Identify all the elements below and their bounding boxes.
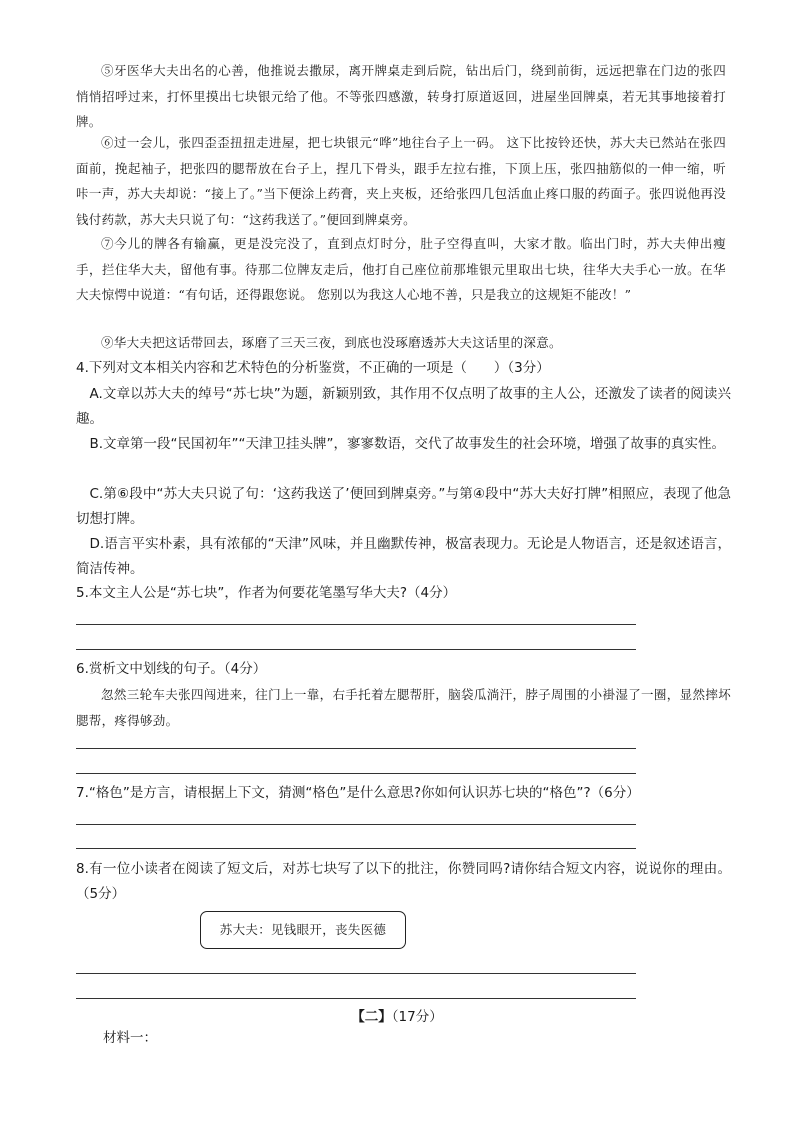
underlined-sentence-quote: 忽然三轮车夫张四闯进来，往门上一靠，右手托着左腮帮肝，脑袋瓜淌汗，脖子周围的小褂湿了一圈，显然摔坏腮帮，疼得够劲。 bbox=[76, 687, 731, 728]
question-6-stem: 6.赏析文中划线的句子。（4分） bbox=[76, 661, 267, 677]
section-2-bracket: 【二】 bbox=[351, 1009, 392, 1025]
answer-line[interactable] bbox=[76, 748, 636, 749]
question-4-option-b: B.文章第一段“民国初年”“天津卫挂头牌”，寥寥数语，交代了故事发生的社会环境，增强了故事的真实性。 bbox=[89, 436, 726, 452]
material-1-label: 材料一： bbox=[103, 1030, 157, 1046]
question-7-stem: 7.“格色”是方言，请根据上下文，猜测“格色”是什么意思?你如何认识苏七块的“格色”?（6分） bbox=[76, 785, 640, 801]
annotation-text: 苏大夫：见钱眼开，丧失医德 bbox=[219, 922, 387, 938]
question-4-option-d: D.语言平实朴素，具有浓郁的“天津”风味，并且幽默传神，极富表现力。无论是人物语言，还是叙述语言，简洁传神。 bbox=[76, 536, 731, 577]
passage-paragraph-6: ⑥过一会儿，张四歪歪扭扭走进屋，把七块银元“哗”地往台子上一码。 这下比按铃还快，苏大夫已然站在张四面前，挽起袖子，把张四的腮帮放在台子上，捏几下骨头，跟手左拉右推，下顶上压，张四抽筋似的一伸一缩，听咔一声，苏大夫却说：“接上了。”当下便涂上药膏，夹上夹板，还给张四几包活血止疼口服的药面子。张四说他再没钱付药款，苏大夫只说了句：“这药我送了。”便回到牌桌旁。 bbox=[76, 135, 726, 227]
annotation-box bbox=[200, 911, 406, 949]
question-4-option-c: C.第⑥段中“苏大夫只说了句：‘这药我送了’便回到牌桌旁。”与第④段中“苏大夫好打牌”相照应，表现了他急切想打牌。 bbox=[76, 486, 731, 527]
passage-paragraph-9: ⑨华大夫把这话带回去，琢磨了三天三夜，到底也没琢磨透苏大夫这话里的深意。 bbox=[101, 335, 562, 350]
question-4-stem: 4.下列对文本相关内容和艺术特色的分析鉴赏，不正确的一项是（ ）（3分） bbox=[76, 360, 550, 376]
question-5-stem: 5.本文主人公是“苏七块”，作者为何要花笔墨写华大夫?（4分） bbox=[76, 585, 457, 601]
section-2-score: （17分） bbox=[391, 1009, 443, 1025]
answer-line[interactable] bbox=[76, 998, 636, 999]
passage-paragraph-5: ⑤牙医华大夫出名的心善，他推说去撒尿，离开牌桌走到后院，钻出后门，绕到前街，远远把靠在门边的张四悄悄招呼过来，打怀里摸出七块银元给了他。不等张四感激，转身打原道返回，进屋坐回牌桌，若无其事地接着打牌。 bbox=[76, 63, 726, 129]
answer-line[interactable] bbox=[76, 649, 636, 650]
answer-line[interactable] bbox=[76, 624, 636, 625]
answer-line[interactable] bbox=[76, 824, 636, 825]
answer-line[interactable] bbox=[76, 848, 636, 849]
answer-line[interactable] bbox=[76, 773, 636, 774]
question-8-stem: 8.有一位小读者在阅读了短文后，对苏七块写了以下的批注，你赞同吗?请你结合短文内容，说说你的理由。（5分） bbox=[76, 861, 731, 902]
passage-paragraph-7: ⑦今儿的牌各有输赢，更是没完没了，直到点灯时分，肚子空得直叫，大家才散。临出门时，苏大夫伸出瘦手，拦住华大夫，留他有事。待那二位牌友走后，他打自己座位前那堆银元里取出七块，往华大夫手心一放。在华大夫惊愕中说道：“有句话，还得跟您说。 您别以为我这人心地不善，只是我立的这规矩不能改！” bbox=[76, 236, 726, 302]
answer-line[interactable] bbox=[76, 973, 636, 974]
question-4-option-a: A.文章以苏大夫的绰号“苏七块”为题，新颖别致，其作用不仅点明了故事的主人公，还激发了读者的阅读兴趣。 bbox=[76, 386, 731, 427]
